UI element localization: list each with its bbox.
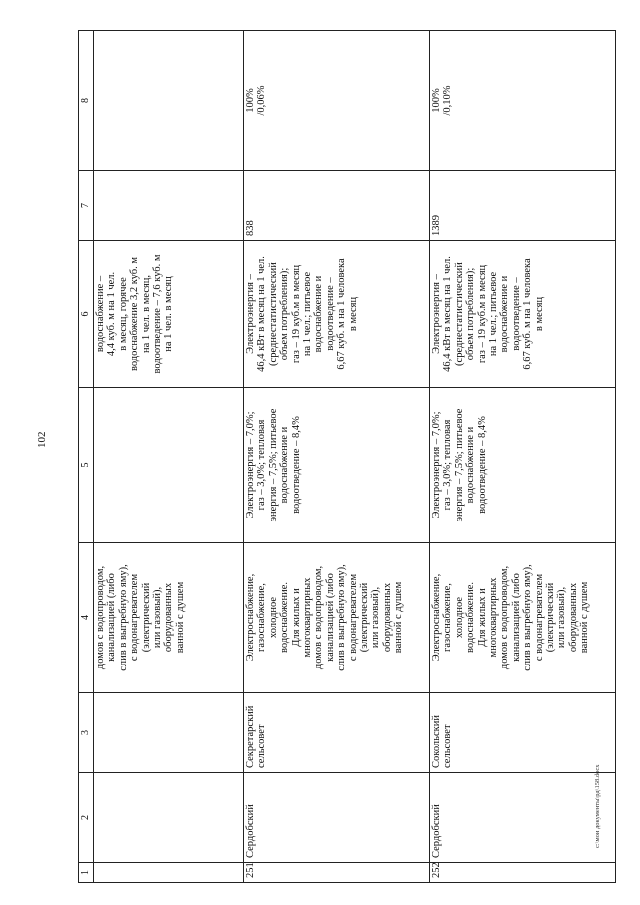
text-line: оборудованных <box>381 582 393 653</box>
text-line: 6,67 куб. м на 1 человека <box>522 258 534 370</box>
text-line: Электроэнергия – <box>245 274 256 354</box>
text-line: 100% <box>431 88 442 113</box>
text-line: объем потребления); <box>465 267 477 361</box>
text-line: Электроснабжение, <box>245 573 256 662</box>
text-line: 46,4 кВт в месяц на 1 чел. <box>256 256 268 372</box>
text-line: сельсовет <box>256 724 268 768</box>
text-line: водоснабжение. <box>465 582 477 654</box>
text-line: на 1 чел.; питьевое <box>302 271 314 357</box>
text-line: водоотведение – <box>510 277 522 351</box>
text-line: газ – 19 куб.м в месяц <box>290 264 302 364</box>
text-line: ванной с душем <box>393 581 405 654</box>
page-number: 102 <box>36 431 48 448</box>
population-cell: 838 <box>244 171 430 241</box>
text-line: Электроэнергия – 7,0%; <box>431 411 442 519</box>
text-line: домов с водопроводом, <box>313 565 325 670</box>
text-line: газ – 19 куб.м в месяц <box>476 264 488 364</box>
text-line: водоотведение – <box>324 277 336 351</box>
header-cell: 6 <box>79 241 94 388</box>
text-line: газ – 3,0%; тепловая <box>442 419 454 511</box>
text-line: оборудованных <box>567 582 579 653</box>
continued-norms-cell <box>94 241 244 388</box>
text-line: многоквартирных <box>488 577 500 658</box>
text-line: 4,4 куб. м на 1 чел. <box>106 271 118 357</box>
text-line: ванной с душем <box>174 581 186 654</box>
text-line: слив в выгребную яму), <box>117 564 129 671</box>
text-line: домов с водопроводом, <box>95 565 106 670</box>
text-line: в месяц <box>533 296 545 332</box>
header-cell: 7 <box>79 171 94 241</box>
header-cell: 4 <box>79 543 94 693</box>
continued-services-cell <box>94 543 244 693</box>
text-line: слив в выгребную яму), <box>336 564 348 671</box>
text-line: на 1 чел. в месяц <box>163 276 175 352</box>
text-line: Для жилых и <box>476 588 488 647</box>
text-line: водоснабжение и <box>313 275 325 353</box>
share-cell <box>430 31 616 171</box>
share-cell <box>244 31 430 171</box>
row-number: 251 <box>244 863 430 883</box>
text-line: водоснабжение 3,2 куб. м <box>129 256 141 372</box>
text-line: холодное <box>267 596 279 639</box>
text-line: газ – 3,0%; тепловая <box>256 419 268 511</box>
text-line: ванной с душем <box>579 581 591 654</box>
district-cell: Сердобский <box>430 773 616 863</box>
header-cell: 1 <box>79 863 94 883</box>
text-line: (электрический <box>359 582 371 653</box>
table-row <box>430 31 616 883</box>
text-line: Сокольский <box>431 715 442 768</box>
text-line: энергия – 7,5%; питьевое <box>267 408 279 522</box>
text-line: холодное <box>453 596 465 639</box>
text-line: (электрический <box>140 582 152 653</box>
text-line: объем потребления); <box>279 267 291 361</box>
rates-cell <box>430 388 616 543</box>
text-line: слив в выгребную яму), <box>522 564 534 671</box>
text-line: (электрический <box>545 582 557 653</box>
text-line: (среднестатистический <box>267 262 279 366</box>
text-line: Электроэнергия – <box>431 274 442 354</box>
text-line: на 1 чел.; питьевое <box>488 271 500 357</box>
text-line: водоснабжение и <box>465 426 477 504</box>
norms-cell <box>430 241 616 388</box>
text-line: канализацией (либо <box>510 573 522 662</box>
text-line: с водонагревателем <box>533 573 545 662</box>
norms-cell <box>244 241 430 388</box>
row-number: 252 <box>430 863 616 883</box>
continuation-row <box>94 31 244 883</box>
rotated-table-frame <box>78 31 591 883</box>
header-cell: 8 <box>79 31 94 171</box>
text-line: в месяц <box>347 296 359 332</box>
text-line: сельсовет <box>442 724 454 768</box>
text-line: газоснабжение, <box>442 583 454 652</box>
text-line: водоотведение – 8,4% <box>476 416 488 514</box>
text-line: на 1 чел. в месяц, <box>140 274 152 354</box>
text-line: Для жилых и <box>290 588 302 647</box>
header-cell: 2 <box>79 773 94 863</box>
services-cell <box>430 543 616 693</box>
table-row <box>244 31 430 883</box>
text-line: канализацией (либо <box>324 573 336 662</box>
text-line: Электроэнергия – 7,0%; <box>245 411 256 519</box>
text-line: или газовый), <box>370 586 382 649</box>
text-line: газоснабжение, <box>256 583 268 652</box>
text-line: Электроснабжение, <box>431 573 442 662</box>
district-cell: Сердобский <box>244 773 430 863</box>
population-cell: 1389 <box>430 171 616 241</box>
text-line: или газовый), <box>152 586 164 649</box>
services-cell <box>244 543 430 693</box>
tariff-table <box>78 30 616 883</box>
text-line: в месяц, горячее <box>117 277 129 351</box>
text-line: (среднестатистический <box>453 262 465 366</box>
text-line: канализацией (либо <box>106 573 118 662</box>
text-line: /0,06% <box>256 85 268 116</box>
text-line: 100% <box>245 88 256 113</box>
text-line: или газовый), <box>556 586 568 649</box>
text-line: Секретарский <box>245 705 256 768</box>
text-line: водоснабжение и <box>279 426 291 504</box>
text-line: водоотведение – 8,4% <box>290 416 302 514</box>
text-line: с водонагревателем <box>129 573 141 662</box>
text-line: 46,4 кВт в месяц на 1 чел. <box>442 256 454 372</box>
text-line: водоснабжение и <box>499 275 511 353</box>
header-cell: 3 <box>79 693 94 773</box>
text-line: домов с водопроводом, <box>499 565 511 670</box>
footer-file-path: c:\мои документы\рд\158.docx <box>594 764 601 848</box>
text-line: многоквартирных <box>302 577 314 658</box>
text-line: оборудованных <box>163 582 175 653</box>
text-line: водоотведение – 7,6 куб. м <box>152 254 164 374</box>
text-line: энергия – 7,5%; питьевое <box>453 408 465 522</box>
text-line: /0,10% <box>442 85 454 116</box>
text-line: 6,67 куб. м на 1 человека <box>336 258 348 370</box>
text-line: водоснабжение – <box>95 275 106 353</box>
column-number-row <box>79 31 94 883</box>
header-cell: 5 <box>79 388 94 543</box>
text-line: с водонагревателем <box>347 573 359 662</box>
council-cell <box>430 693 616 773</box>
text-line: водоснабжение. <box>279 582 291 654</box>
rates-cell <box>244 388 430 543</box>
council-cell <box>244 693 430 773</box>
